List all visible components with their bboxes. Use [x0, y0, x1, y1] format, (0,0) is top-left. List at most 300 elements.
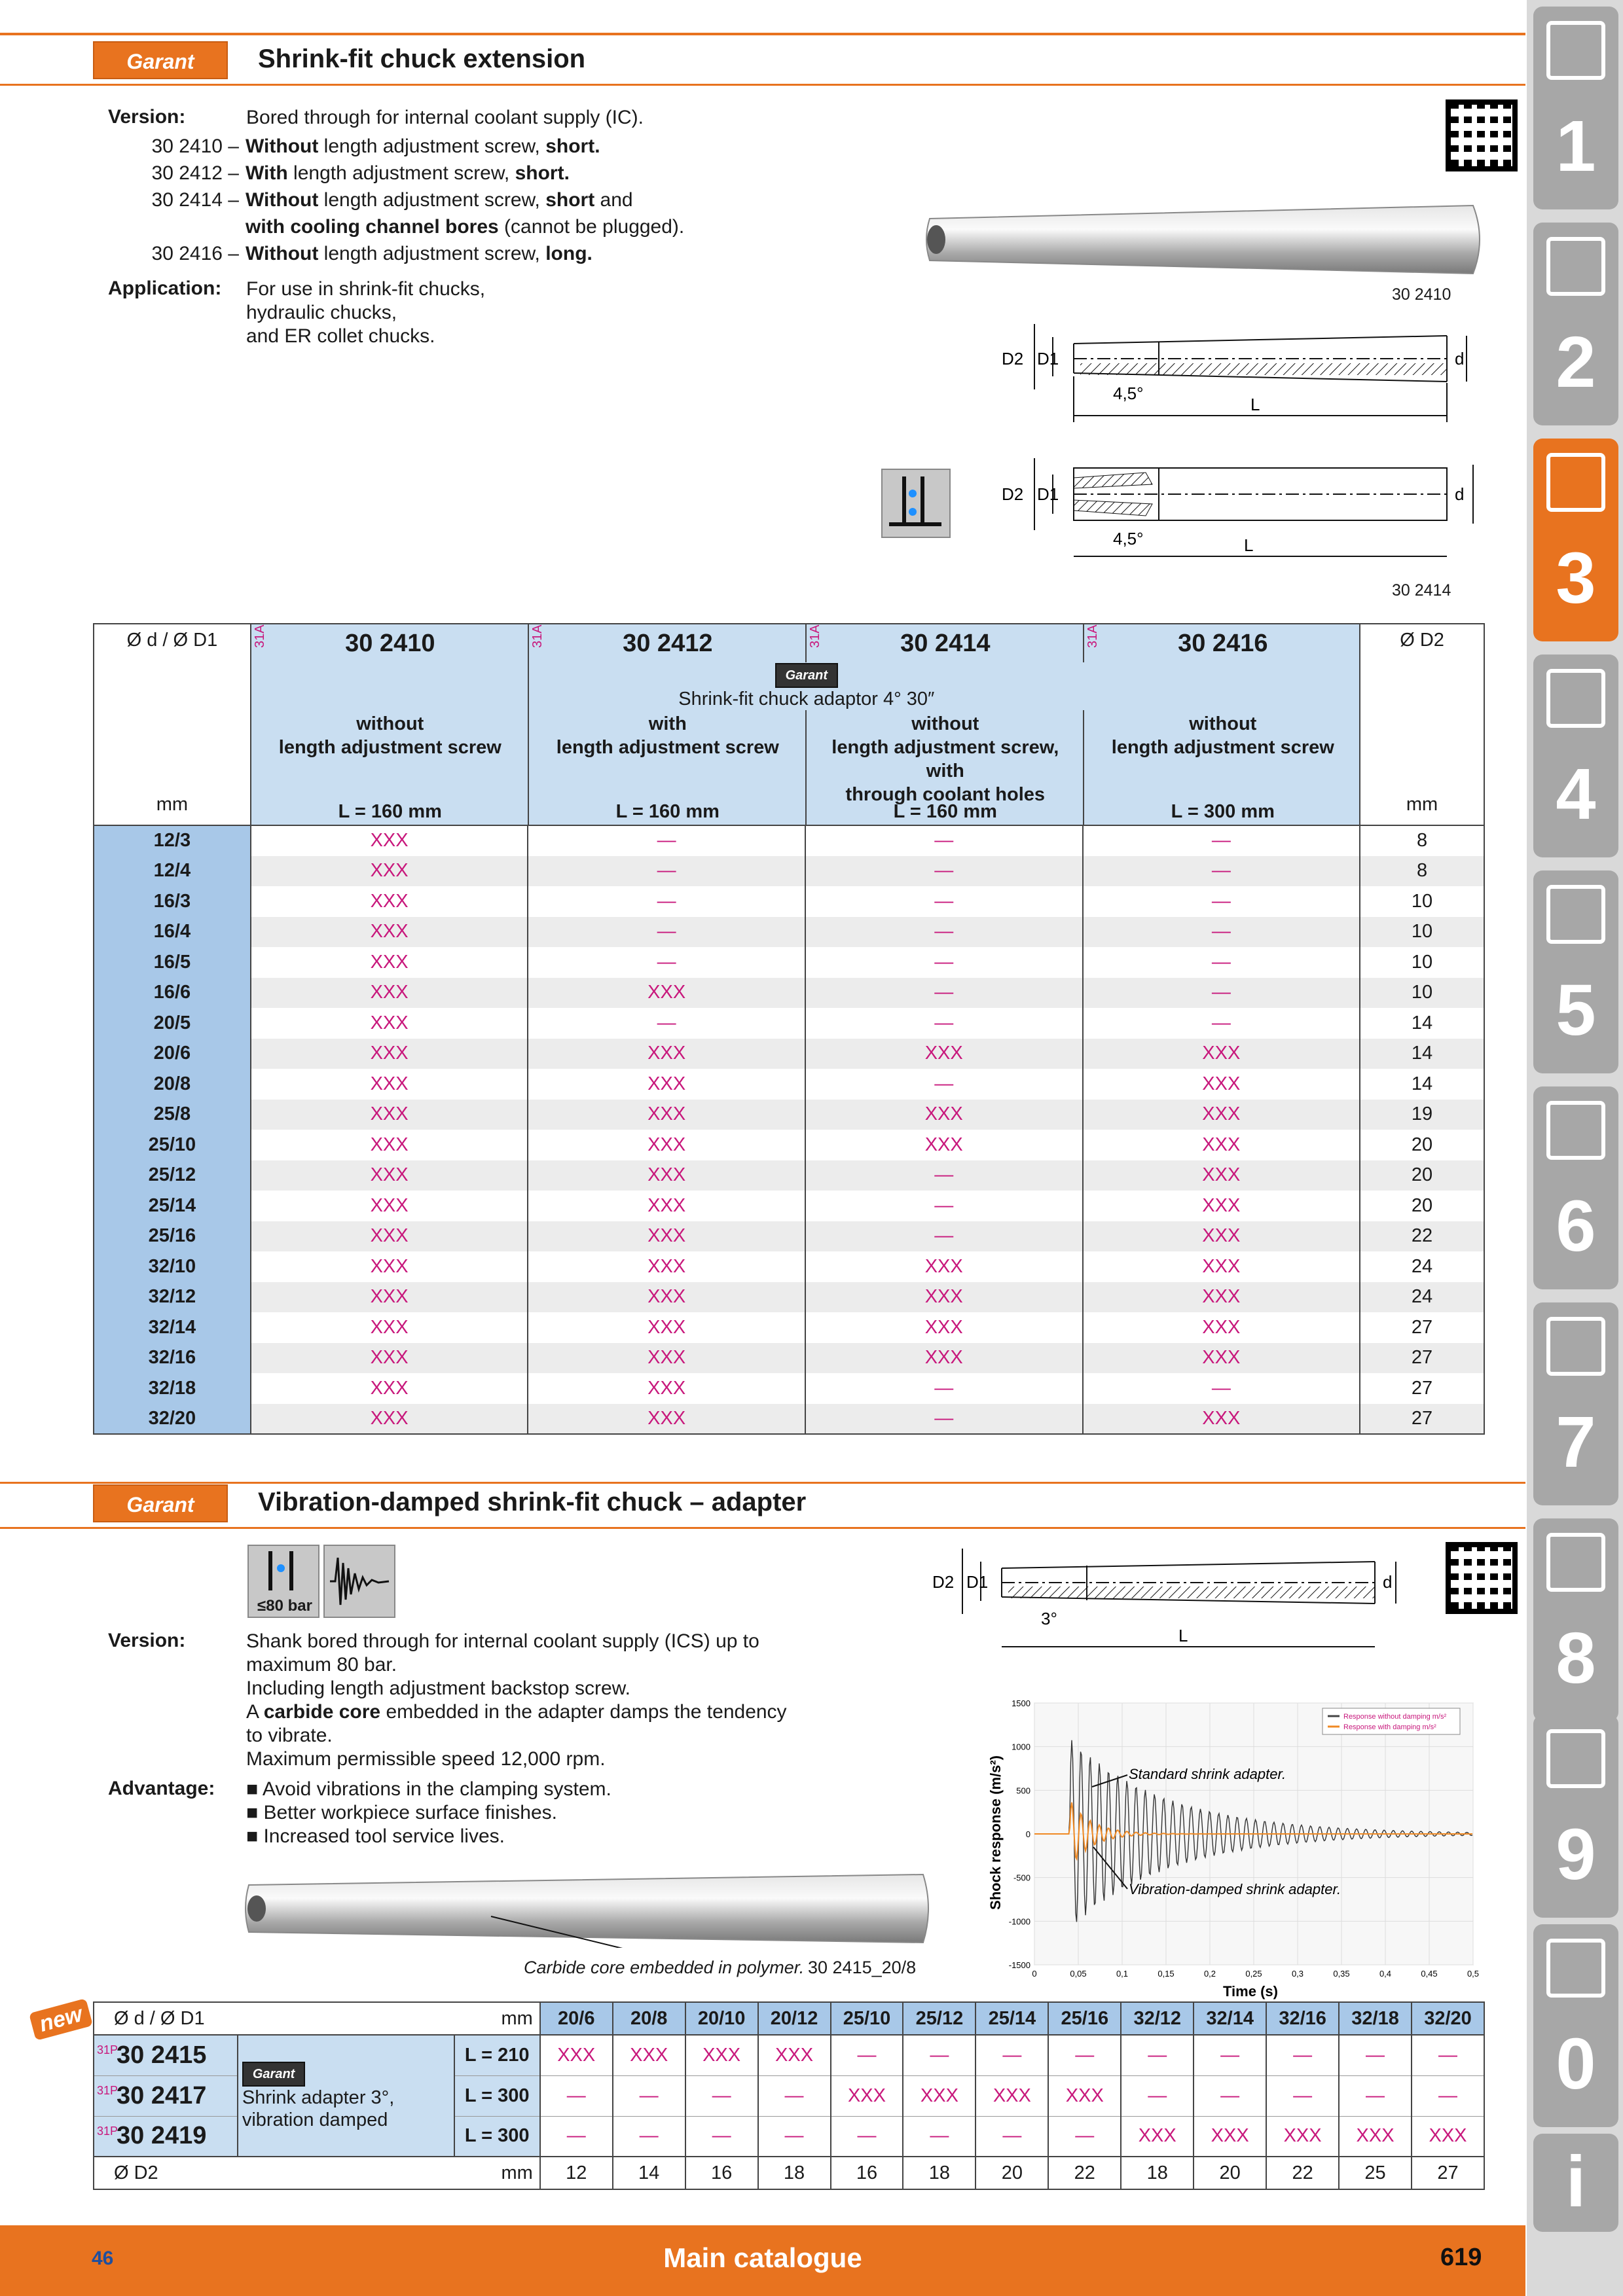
advantage-item: ■ Better workpiece surface finishes.: [246, 1802, 558, 1823]
version-line: Including length adjustment backstop screw.: [246, 1677, 631, 1699]
availability-cell[interactable]: XXX: [540, 2035, 613, 2075]
chapter-tab-1[interactable]: [1533, 7, 1618, 209]
advantage-text: Increased tool service lives.: [263, 1825, 505, 1847]
d2-cell: 20: [1360, 1191, 1484, 1221]
d2-cell: 14: [1360, 1069, 1484, 1100]
d2-cell: 18: [758, 2157, 831, 2189]
shrink-fit-extension-table: [93, 623, 1485, 1435]
size-cell: 32/10: [94, 1251, 251, 1282]
availability-cell[interactable]: XXX: [805, 1130, 1083, 1160]
chapter-number: 7: [1556, 1402, 1596, 1482]
version-text: [246, 1630, 787, 1771]
size-header: 20/6: [540, 2002, 613, 2035]
availability-cell: —: [540, 2075, 613, 2116]
dim-angle: 3°: [1041, 1609, 1057, 1628]
text: A: [246, 1701, 264, 1723]
d2-row: [94, 2157, 1484, 2189]
page-left-number: 46: [92, 2248, 114, 2269]
d2-cell: 14: [1360, 1008, 1484, 1039]
version-label: Version:: [108, 1630, 186, 1651]
availability-cell: —: [1194, 2075, 1266, 2116]
availability-cell[interactable]: XXX: [251, 1221, 528, 1252]
size-cell: 32/18: [94, 1373, 251, 1404]
availability-cell: —: [805, 917, 1083, 948]
availability-cell[interactable]: XXX: [251, 1130, 528, 1160]
chapter-icon: [1546, 669, 1605, 728]
variant-text: length adjustment screw,: [287, 162, 515, 184]
qr-code[interactable]: [1446, 99, 1518, 171]
new-badge: new: [29, 1998, 93, 2041]
qr-code[interactable]: [1446, 1542, 1518, 1614]
footer-bar: [0, 2225, 1525, 2296]
table-row: [94, 1251, 1484, 1282]
chapter-tab-0[interactable]: [1533, 1924, 1618, 2127]
variant-line: [151, 135, 600, 158]
table-row: [94, 1130, 1484, 1160]
availability-cell[interactable]: XXX: [528, 1039, 805, 1069]
size-header: 32/14: [1194, 2002, 1266, 2035]
availability-cell[interactable]: XXX: [1048, 2075, 1121, 2116]
availability-cell[interactable]: XXX: [528, 1251, 805, 1282]
availability-cell[interactable]: XXX: [528, 1221, 805, 1252]
application-text: [246, 278, 485, 348]
chapter-tab-8[interactable]: [1533, 1518, 1618, 1721]
availability-cell: —: [528, 825, 805, 856]
availability-cell[interactable]: XXX: [1083, 1191, 1360, 1221]
availability-cell[interactable]: XXX: [903, 2075, 976, 2116]
description-line: length adjustment screw: [556, 737, 779, 758]
vibration-damped-adapter-table: [93, 2001, 1485, 2190]
availability-cell: —: [805, 978, 1083, 1009]
dim-l: L: [1250, 395, 1260, 414]
d2-cell: 22: [1266, 2157, 1339, 2189]
availability-cell[interactable]: XXX: [528, 1312, 805, 1343]
d2-cell: 10: [1360, 917, 1484, 948]
availability-cell[interactable]: XXX: [1083, 1069, 1360, 1100]
image-code: 30 2410: [1392, 285, 1451, 304]
advantage-text: Better workpiece surface finishes.: [263, 1802, 558, 1823]
availability-cell: —: [805, 1221, 1083, 1252]
length-label: L = 160 mm: [615, 801, 720, 822]
availability-cell[interactable]: XXX: [251, 1100, 528, 1130]
availability-cell: —: [1339, 2075, 1412, 2116]
article-number: 30 2419: [117, 2122, 207, 2150]
availability-cell: —: [1194, 2035, 1266, 2075]
size-header: 25/10: [831, 2002, 903, 2035]
availability-cell[interactable]: XXX: [251, 1069, 528, 1100]
product-description: [238, 2035, 454, 2157]
availability-cell: —: [1412, 2035, 1484, 2075]
dim-d2: D2: [1002, 484, 1024, 504]
group-code: 31A: [807, 624, 822, 648]
table-row: [94, 1100, 1484, 1130]
availability-cell: —: [805, 1373, 1083, 1404]
y-tick-label: -1500: [1008, 1960, 1030, 1970]
availability-cell: —: [613, 2116, 685, 2157]
corner-label: [94, 2002, 454, 2035]
description-line: without: [911, 713, 979, 734]
availability-cell: —: [528, 1008, 805, 1039]
availability-cell[interactable]: XXX: [251, 1251, 528, 1282]
d2-cell: 8: [1360, 825, 1484, 856]
availability-cell[interactable]: XXX: [251, 1343, 528, 1374]
unit-label: mm: [156, 794, 189, 815]
article-description: [529, 712, 807, 759]
d2-cell: 20: [1360, 1160, 1484, 1191]
drawing-code: 30 2414: [1392, 581, 1451, 600]
chapter-tab-2[interactable]: [1533, 223, 1618, 425]
availability-cell: —: [528, 856, 805, 887]
chapter-tab-5[interactable]: [1533, 870, 1618, 1073]
availability-cell[interactable]: XXX: [1266, 2116, 1339, 2157]
coolant-channel-icon: [881, 469, 951, 538]
y-tick-label: 500: [1016, 1785, 1030, 1796]
availability-cell[interactable]: XXX: [251, 947, 528, 978]
d2-cell: 27: [1360, 1373, 1484, 1404]
article-number: 30 2412: [623, 630, 713, 657]
unit-label: mm: [454, 2002, 540, 2035]
description-line: with: [648, 713, 687, 734]
availability-cell[interactable]: XXX: [1083, 1251, 1360, 1282]
availability-cell[interactable]: XXX: [528, 1100, 805, 1130]
availability-cell: —: [1083, 886, 1360, 917]
variant-line: [151, 242, 593, 266]
availability-cell[interactable]: XXX: [1083, 1039, 1360, 1069]
garant-logo: Garant: [93, 41, 228, 79]
footer-title: Main catalogue: [663, 2242, 862, 2273]
garant-logo: Garant: [93, 1484, 228, 1522]
table-row: [94, 1282, 1484, 1313]
advantage-item: ■ Increased tool service lives.: [246, 1825, 505, 1847]
size-cell: 25/16: [94, 1221, 251, 1252]
chapter-tab-7[interactable]: [1533, 1302, 1618, 1505]
article-column-header: [529, 624, 807, 825]
availability-cell: —: [1048, 2116, 1121, 2157]
availability-cell[interactable]: XXX: [528, 978, 805, 1009]
description-line: length adjustment screw: [278, 737, 501, 758]
x-tick-label: 0,05: [1070, 1969, 1087, 1979]
availability-cell[interactable]: XXX: [528, 1343, 805, 1374]
x-tick-label: 0,3: [1291, 1969, 1304, 1979]
availability-cell: —: [831, 2035, 903, 2075]
length-cell: L = 210: [454, 2035, 540, 2075]
availability-cell: —: [540, 2116, 613, 2157]
article-cell: [94, 2116, 238, 2157]
variant-bold: Without: [246, 243, 319, 264]
chapter-number: 4: [1556, 754, 1596, 834]
table-row: [94, 1343, 1484, 1374]
dim-d: d: [1383, 1572, 1393, 1592]
version-line: [246, 1700, 787, 1724]
d2-cell: 10: [1360, 947, 1484, 978]
availability-cell: —: [1266, 2035, 1339, 2075]
variant-code: 30 2414 –: [151, 189, 239, 211]
availability-cell[interactable]: XXX: [831, 2075, 903, 2116]
table-row: [94, 1160, 1484, 1191]
availability-cell[interactable]: XXX: [251, 1312, 528, 1343]
availability-cell[interactable]: XXX: [251, 1191, 528, 1221]
availability-cell[interactable]: XXX: [251, 825, 528, 856]
page-number: 619: [1440, 2244, 1482, 2271]
table-row: [94, 825, 1484, 856]
chapter-icon: [1546, 1939, 1605, 1998]
availability-cell: —: [1083, 825, 1360, 856]
variant-line: [151, 162, 570, 185]
chapter-icon: [1546, 453, 1605, 512]
availability-cell: —: [805, 1404, 1083, 1435]
x-tick-label: 0,15: [1158, 1969, 1175, 1979]
availability-cell[interactable]: XXX: [613, 2035, 685, 2075]
chapter-tab-9[interactable]: [1533, 1715, 1618, 1918]
dim-d: d: [1455, 484, 1465, 504]
dim-d2: D2: [932, 1572, 955, 1592]
article-number: 30 2415: [117, 2041, 207, 2069]
text: embedded in the adapter damps the tendency: [380, 1701, 787, 1723]
chapter-tab-4[interactable]: [1533, 655, 1618, 857]
availability-cell[interactable]: XXX: [805, 1251, 1083, 1282]
d2-cell: 10: [1360, 978, 1484, 1009]
description-line: length adjustment screw,: [831, 737, 1059, 758]
article-column-header: [251, 624, 529, 825]
length-cell: L = 300: [454, 2116, 540, 2157]
adaptor-caption: [529, 662, 1084, 710]
availability-cell: —: [1083, 978, 1360, 1009]
chapter-icon: [1546, 1101, 1605, 1160]
d2-cell: 16: [685, 2157, 758, 2189]
availability-cell[interactable]: XXX: [805, 1282, 1083, 1313]
chapter-number: 8: [1556, 1618, 1596, 1698]
chapter-icon: [1546, 1533, 1605, 1592]
availability-cell[interactable]: XXX: [805, 1312, 1083, 1343]
size-cell: 32/20: [94, 1404, 251, 1435]
variant-line: [151, 188, 633, 212]
availability-cell[interactable]: XXX: [251, 856, 528, 887]
d2-cell: 12: [540, 2157, 613, 2189]
availability-cell[interactable]: XXX: [251, 1008, 528, 1039]
variant-bold: short.: [515, 162, 570, 184]
table-row: [94, 1191, 1484, 1221]
chapter-icon: [1546, 21, 1605, 80]
variant-bold: Without: [246, 135, 319, 157]
table-row: [94, 856, 1484, 887]
application-label: Application:: [108, 278, 222, 299]
d2-cell: 20: [1360, 1130, 1484, 1160]
availability-cell: —: [685, 2075, 758, 2116]
availability-cell: —: [805, 1008, 1083, 1039]
chapter-number: i: [1565, 2142, 1586, 2222]
availability-cell: —: [1339, 2035, 1412, 2075]
size-header: 25/16: [1048, 2002, 1121, 2035]
y-tick-label: -1000: [1008, 1916, 1030, 1927]
article-number: 30 2414: [900, 630, 991, 657]
header-rule-bottom: [0, 84, 1525, 86]
length-cell: L = 300: [454, 2075, 540, 2116]
advantage-label: Advantage:: [108, 1778, 215, 1799]
availability-cell[interactable]: XXX: [805, 1100, 1083, 1130]
availability-cell[interactable]: XXX: [1194, 2116, 1266, 2157]
availability-cell[interactable]: XXX: [251, 1373, 528, 1404]
d2-unit: mm: [454, 2157, 540, 2189]
availability-cell: —: [805, 947, 1083, 978]
x-tick-label: 0,5: [1467, 1969, 1480, 1979]
availability-cell: —: [1266, 2075, 1339, 2116]
availability-cell[interactable]: XXX: [528, 1160, 805, 1191]
annotation-damped: Vibration-damped shrink adapter.: [1129, 1881, 1341, 1897]
size-cell: 25/12: [94, 1160, 251, 1191]
y-tick-label: 1500: [1012, 1698, 1030, 1708]
availability-cell[interactable]: XXX: [805, 1039, 1083, 1069]
dim-d1: D1: [1037, 484, 1059, 504]
y-axis-label: Shock response (m/s²): [987, 1755, 1004, 1910]
version-line: Maximum permissible speed 12,000 rpm.: [246, 1748, 606, 1770]
article-column-header: [807, 624, 1084, 825]
application-line: and ER collet chucks.: [246, 325, 435, 347]
advantage-list: [246, 1778, 611, 1848]
dim-d1: D1: [1037, 349, 1059, 368]
version-line: Shank bored through for internal coolant supply (ICS) up to: [246, 1630, 759, 1652]
section-title: Vibration-damped shrink-fit chuck – adapter: [258, 1488, 807, 1516]
length-label: L = 160 mm: [893, 801, 997, 822]
variant-text: (cannot be plugged).: [498, 216, 685, 238]
bold-text: carbide core: [263, 1701, 381, 1723]
size-cell: 20/5: [94, 1008, 251, 1039]
image-caption: Carbide core embedded in polymer.: [524, 1958, 805, 1977]
variant-bold: short.: [545, 135, 600, 157]
description-line: without: [1189, 713, 1257, 734]
version-text: Bored through for internal coolant supply (IC).: [246, 107, 644, 128]
table-row: [94, 1373, 1484, 1404]
availability-cell: —: [1412, 2075, 1484, 2116]
availability-cell[interactable]: XXX: [1083, 1312, 1360, 1343]
group-code: 31P: [97, 2083, 119, 2097]
variant-code: 30 2416 –: [151, 243, 239, 264]
article-cell: [94, 2035, 238, 2075]
size-cell: 25/10: [94, 1130, 251, 1160]
corner-text: Ø d / Ø D1: [114, 2007, 205, 2029]
availability-cell[interactable]: XXX: [528, 1191, 805, 1221]
legend-entry-1: Response without damping m/s²: [1343, 1713, 1447, 1721]
d2-label: Ø D2: [114, 2162, 158, 2183]
availability-cell[interactable]: XXX: [1121, 2116, 1194, 2157]
article-number: 30 2416: [1178, 630, 1268, 657]
availability-cell[interactable]: XXX: [1339, 2116, 1412, 2157]
availability-cell[interactable]: XXX: [251, 886, 528, 917]
availability-cell[interactable]: XXX: [1083, 1160, 1360, 1191]
availability-cell[interactable]: XXX: [528, 1282, 805, 1313]
article-column-header: [1084, 624, 1362, 825]
availability-cell[interactable]: XXX: [1083, 1282, 1360, 1313]
pressure-icon: [247, 1545, 319, 1618]
availability-cell[interactable]: XXX: [976, 2075, 1048, 2116]
pressure-icon-label: ≤80 bar: [257, 1597, 312, 1615]
x-tick-label: 0,35: [1333, 1969, 1350, 1979]
description-line: vibration damped: [242, 2109, 388, 2130]
d2-cell: 22: [1048, 2157, 1121, 2189]
table-row: [94, 917, 1484, 948]
availability-cell[interactable]: XXX: [251, 917, 528, 948]
availability-cell[interactable]: XXX: [1083, 1343, 1360, 1374]
availability-cell[interactable]: XXX: [528, 1373, 805, 1404]
technical-drawing-302410: [995, 311, 1493, 442]
availability-cell[interactable]: XXX: [758, 2035, 831, 2075]
variant-code: 30 2410 –: [151, 135, 239, 157]
availability-cell[interactable]: XXX: [251, 1282, 528, 1313]
availability-cell[interactable]: XXX: [251, 1160, 528, 1191]
chapter-tab-i[interactable]: [1533, 2134, 1618, 2232]
col-header-diameter: [94, 624, 251, 825]
dim-d: d: [1455, 349, 1465, 368]
dim-d2: D2: [1002, 349, 1024, 368]
size-cell: 16/6: [94, 978, 251, 1009]
variant-bold: short: [545, 189, 595, 211]
availability-cell[interactable]: XXX: [1083, 1130, 1360, 1160]
dim-l: L: [1178, 1626, 1188, 1645]
table-row: [94, 1008, 1484, 1039]
variant-line: [151, 215, 684, 239]
availability-cell[interactable]: XXX: [1412, 2116, 1484, 2157]
chapter-tab-6[interactable]: [1533, 1086, 1618, 1289]
length-label: L = 300 mm: [1171, 801, 1275, 822]
table-row: [94, 2035, 1484, 2075]
size-cell: 16/5: [94, 947, 251, 978]
dim-l: L: [1244, 535, 1254, 555]
d2-unit: mm: [1406, 794, 1438, 815]
table-row: [94, 947, 1484, 978]
table-row: [94, 1039, 1484, 1069]
availability-cell[interactable]: XXX: [528, 1404, 805, 1435]
d2-cell: 18: [903, 2157, 976, 2189]
group-code: 31P: [97, 2124, 119, 2138]
chapter-tab-3[interactable]: [1533, 439, 1618, 641]
variant-text: and: [594, 189, 633, 211]
availability-cell[interactable]: XXX: [1083, 1100, 1360, 1130]
d2-cell: 20: [1194, 2157, 1266, 2189]
size-cell: 32/16: [94, 1343, 251, 1374]
chapter-icon: [1546, 237, 1605, 296]
availability-cell[interactable]: XXX: [251, 978, 528, 1009]
size-cell: 12/3: [94, 825, 251, 856]
description-line: without: [356, 713, 424, 734]
adaptor-logo: Garant: [242, 2062, 305, 2087]
availability-cell: —: [685, 2116, 758, 2157]
y-tick-label: 1000: [1012, 1742, 1030, 1752]
availability-cell: —: [805, 886, 1083, 917]
availability-cell[interactable]: XXX: [528, 1130, 805, 1160]
availability-cell[interactable]: XXX: [251, 1404, 528, 1435]
availability-cell: —: [805, 1069, 1083, 1100]
size-cell: 32/14: [94, 1312, 251, 1343]
availability-cell[interactable]: XXX: [805, 1343, 1083, 1374]
availability-cell[interactable]: XXX: [251, 1039, 528, 1069]
size-header: 32/18: [1339, 2002, 1412, 2035]
chapter-number: 3: [1556, 538, 1596, 619]
availability-cell[interactable]: XXX: [685, 2035, 758, 2075]
availability-cell[interactable]: XXX: [1083, 1221, 1360, 1252]
availability-cell[interactable]: XXX: [1083, 1404, 1360, 1435]
availability-cell[interactable]: XXX: [528, 1069, 805, 1100]
table-row: [94, 1069, 1484, 1100]
description-line: with: [926, 761, 964, 781]
description-line: Shrink adapter 3°,: [242, 2087, 395, 2108]
availability-cell: —: [1048, 2035, 1121, 2075]
size-header: 32/20: [1412, 2002, 1484, 2035]
d2-cell: 14: [613, 2157, 685, 2189]
table-row: [94, 886, 1484, 917]
table-row: [94, 1312, 1484, 1343]
availability-cell: —: [805, 825, 1083, 856]
size-header: 20/10: [685, 2002, 758, 2035]
table-row: [94, 1404, 1484, 1435]
